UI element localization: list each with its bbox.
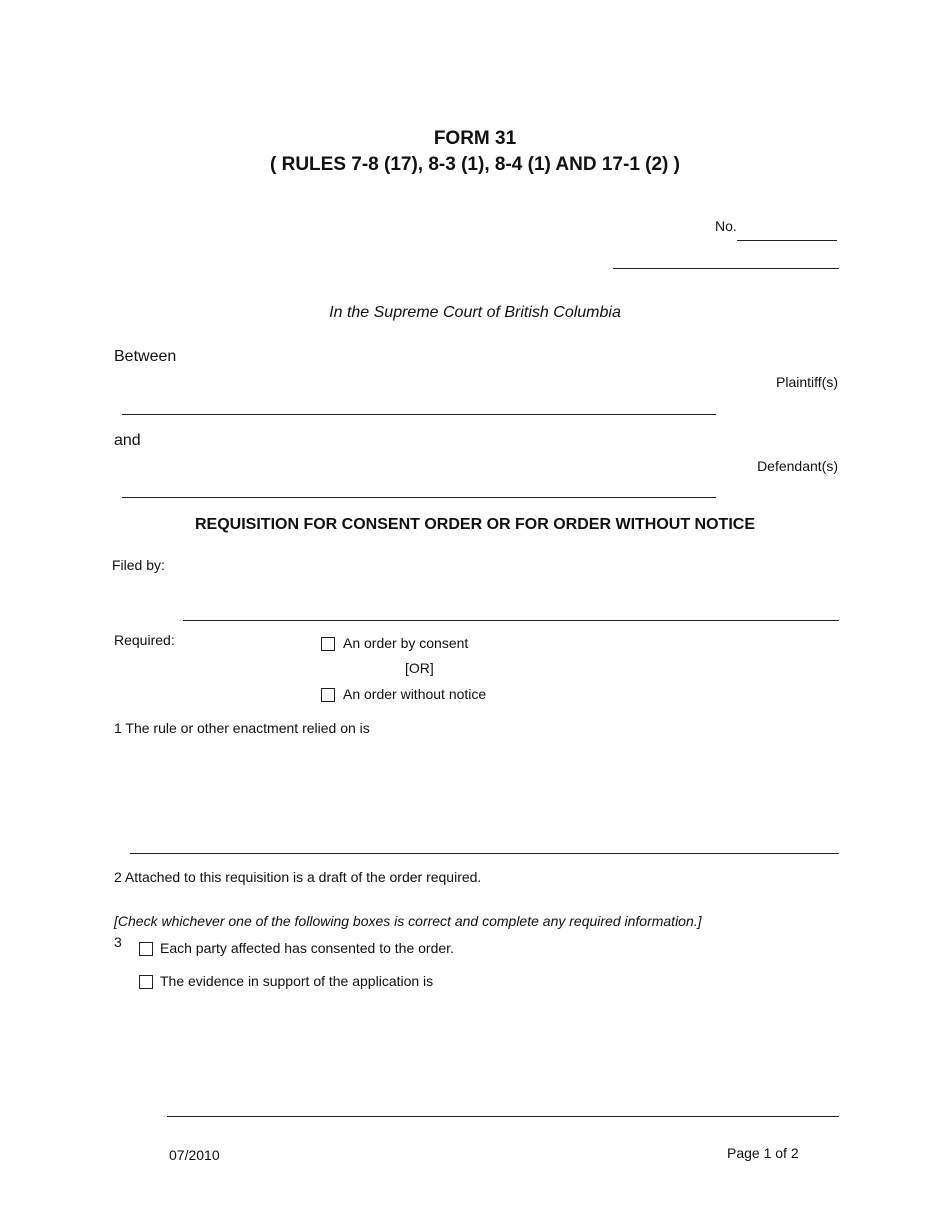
between-label: Between xyxy=(114,348,177,365)
item-2-text: 2 Attached to this requisition is a draft of the order required. xyxy=(114,869,482,885)
registry-location-field[interactable] xyxy=(613,268,839,269)
order-by-consent-checkbox[interactable] xyxy=(321,637,335,651)
or-label: [OR] xyxy=(405,660,434,676)
filed-by-label: Filed by: xyxy=(112,557,165,573)
item-1-text: 1 The rule or other enactment relied on is xyxy=(114,720,370,736)
party-consented-label: Each party affected has consented to the order. xyxy=(160,940,454,956)
item-3-number: 3 xyxy=(114,934,122,950)
page-number: Page 1 of 2 xyxy=(727,1145,799,1161)
form-number: FORM 31 xyxy=(433,128,517,149)
order-without-notice-checkbox[interactable] xyxy=(321,688,335,702)
order-without-notice-label: An order without notice xyxy=(343,686,487,702)
party-consented-checkbox[interactable] xyxy=(139,942,153,956)
evidence-checkbox[interactable] xyxy=(139,975,153,989)
registry-no-label: No. xyxy=(715,218,737,234)
registry-no-field[interactable] xyxy=(737,240,837,241)
required-label: Required: xyxy=(114,632,175,648)
form-date: 07/2010 xyxy=(169,1147,220,1163)
and-label: and xyxy=(114,432,141,449)
filed-by-field[interactable] xyxy=(183,620,839,621)
instruction-text: [Check whichever one of the following boxes is correct and complete any required information.] xyxy=(114,913,702,929)
plaintiff-name-field[interactable] xyxy=(122,414,716,415)
plaintiff-label: Plaintiff(s) xyxy=(776,374,838,390)
evidence-label: The evidence in support of the application is xyxy=(160,973,434,989)
court-name: In the Supreme Court of British Columbia xyxy=(329,304,621,321)
requisition-title: REQUISITION FOR CONSENT ORDER OR FOR ORDER WITHOUT NOTICE xyxy=(195,516,755,533)
order-by-consent-label: An order by consent xyxy=(343,635,469,651)
defendant-name-field[interactable] xyxy=(122,497,716,498)
form-rules: ( RULES 7-8 (17), 8-3 (1), 8-4 (1) AND 17-1 (2) ) xyxy=(270,154,680,175)
evidence-field[interactable] xyxy=(167,1116,839,1117)
enactment-field[interactable] xyxy=(130,853,839,854)
defendant-label: Defendant(s) xyxy=(757,458,838,474)
